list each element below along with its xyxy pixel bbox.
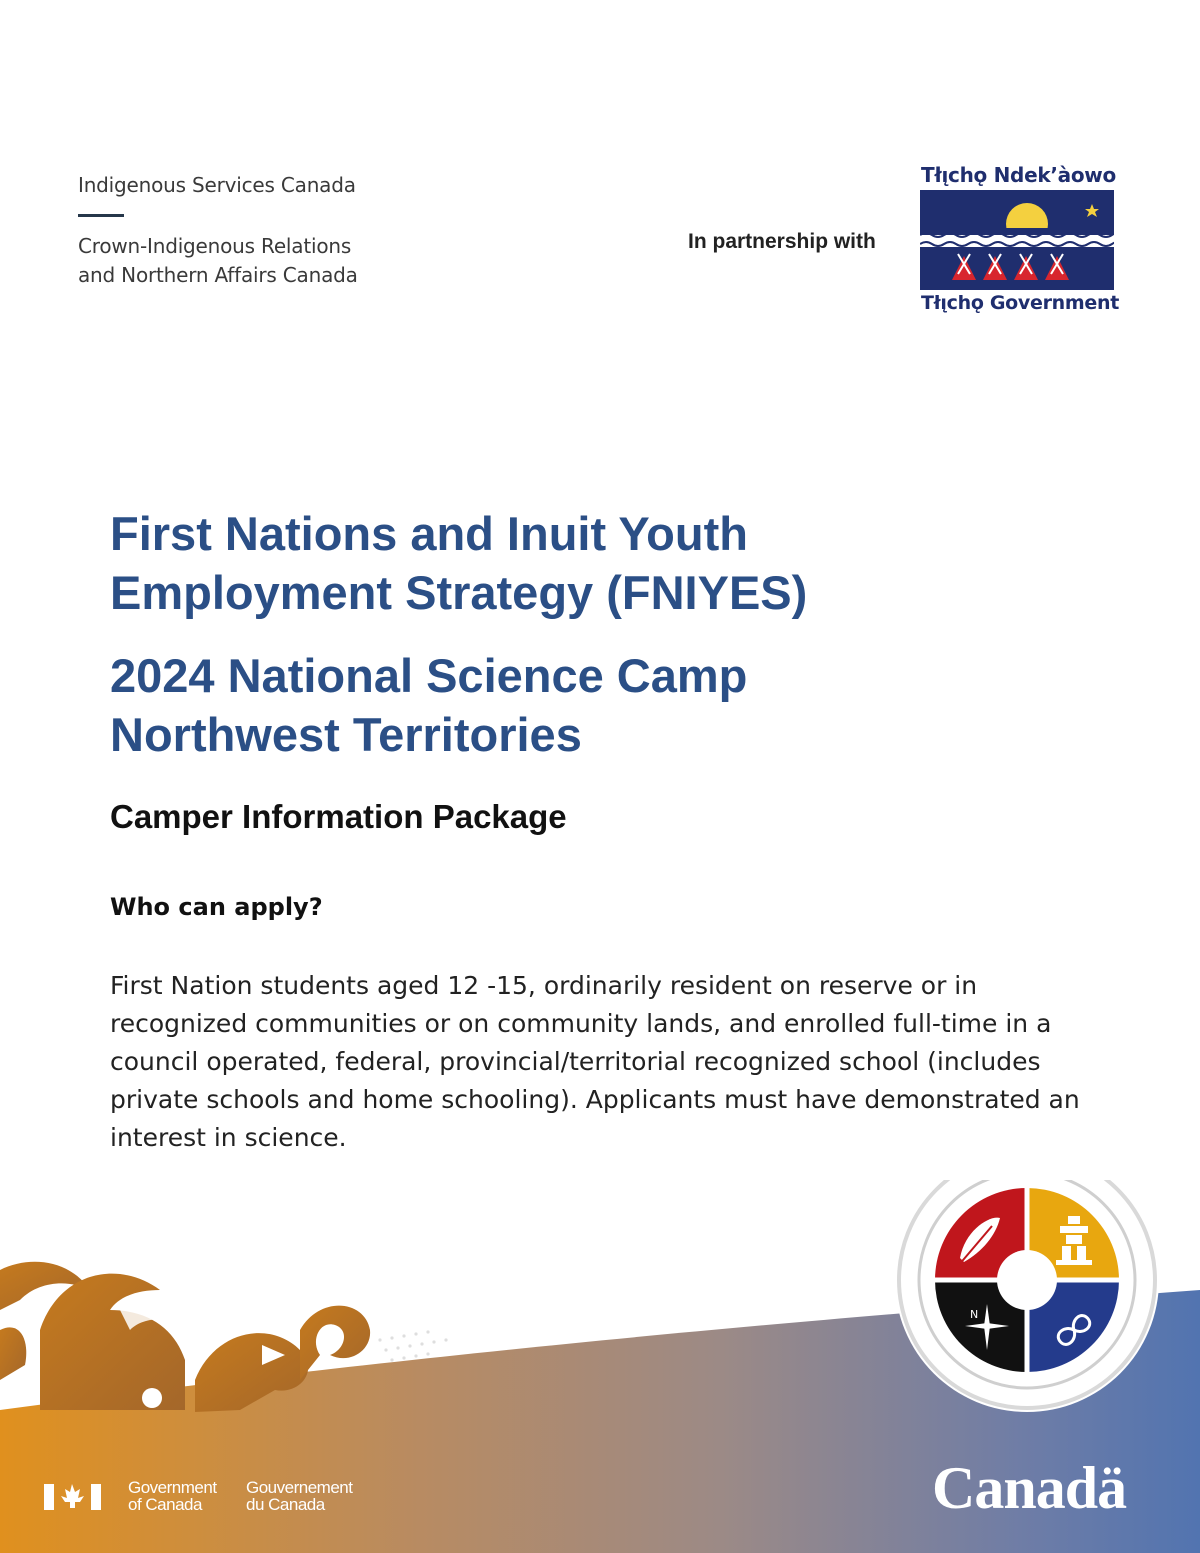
department-cirnac: [78, 232, 358, 290]
program-title-line1: First Nations and Inuit Youth: [110, 507, 748, 560]
program-title-line2: Employment Strategy (FNIYES): [110, 566, 808, 619]
eligibility-line: interest in science.: [110, 1123, 347, 1152]
eligibility-line: council operated, federal, provincial/territorial recognized school (includes: [110, 1047, 1041, 1076]
document-subtitle: Camper Information Package: [110, 798, 567, 835]
goc-fr-line1: Gouvernement: [246, 1478, 353, 1497]
goc-en-line2: of Canada: [128, 1495, 202, 1514]
department-cirnac-line1: Crown-Indigenous Relations: [78, 234, 352, 258]
canada-flag-icon: [44, 1484, 101, 1510]
program-title: [110, 504, 807, 622]
government-of-canada-en: [128, 1479, 217, 1513]
partner-name-bottom: Tłı̨chǫ Government: [921, 292, 1119, 314]
goc-en-line1: Government: [128, 1478, 217, 1497]
department-divider: [78, 214, 124, 217]
eligibility-heading: Who can apply?: [110, 893, 323, 921]
camp-title-line1: 2024 National Science Camp: [110, 649, 748, 702]
camp-title-line2: Northwest Territories: [110, 708, 582, 761]
partner-name-top: Tłı̨chǫ Ndek’àowo: [921, 163, 1116, 187]
svg-text:N: N: [970, 1308, 979, 1321]
goc-fr-line2: du Canada: [246, 1495, 325, 1514]
eligibility-line: recognized communities or on community lands, and enrolled full-time in a: [110, 1009, 1052, 1038]
camp-title: [110, 646, 747, 764]
government-of-canada-fr: [246, 1479, 352, 1513]
canada-wordmark: Canadä: [932, 1455, 1127, 1521]
eligibility-paragraph: [110, 967, 1110, 1157]
department-cirnac-line2: and Northern Affairs Canada: [78, 263, 358, 287]
eligibility-line: First Nation students aged 12 -15, ordinarily resident on reserve or in: [110, 971, 978, 1000]
eligibility-line: private schools and home schooling). Applicants must have demonstrated an: [110, 1085, 1080, 1114]
tlicho-flag-icon: [920, 190, 1114, 290]
department-isc: Indigenous Services Canada: [78, 173, 356, 197]
partnership-label: In partnership with: [688, 230, 876, 253]
